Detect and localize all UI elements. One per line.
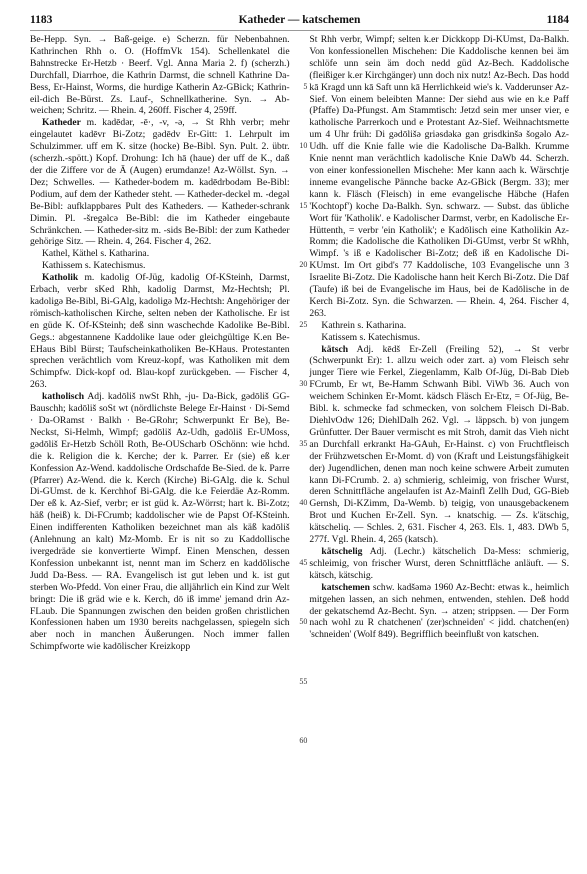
line-number-gutter — [290, 34, 310, 874]
page-number-left: 1183 — [30, 14, 53, 26]
line-number: 20 — [299, 260, 308, 270]
line-number: 25 — [299, 319, 308, 329]
line-number: 35 — [299, 438, 308, 448]
entry-headword: katschemen — [321, 581, 370, 593]
entry-headword: kätsch — [321, 343, 349, 355]
line-number: 55 — [299, 676, 308, 686]
cross-reference: Kathissem s. Katechismus. — [42, 260, 146, 272]
entry-text: Adj. kēdš Er-Zell (Freiling 52), → St verbr (Schwerpunkt Er): 1. allzu weich oder zart. a) vom Fleisch sehr junger Tiere wie Ferkel, Ziegenlamm, Kalb Of-Jüg, Di-Bab Dieb FCrumb, Er wt, Be-Hamm Schwanh Bibl. ViWb 36. Auch von weichem Schinken Er-Momt. kädsch Fläsch Er-Etz, = Of-Jüg, Be-Bibl. k. schmecke fad schmecken, von solchem Fleisch Di-Bab. DiehlvOdw 126; DiehlDalh 262. Vgl. → läppsch. b) von jungem Grünfutter. Der Bauer vermischt es mit Stroh, damit das Vieh nicht an Durchfall erkrankt Ha-GAuh, Er-Hainst. c) von Fruchtfleisch der Frühzwetschen Er-Momt. d) von (Kraft und Leistungsfähigkeit der) Jugendlichen, denen man noch keine schwere Arbeit zumuten kann Di-FCrumb. 2. a) schmierig, schleimig, von frischer Wurst, deren Schnittfläche angelaufen ist Az-Mainfl Zellh Dud, GG-Bieb Gernsh, Di-KZimm, Da-Wemb. b) teigig, von unausgebackenem Brot und Kuchen Er-Zell. Syn. → knatschig. — Zs. k'ätschig, kätscheliq. — Schles. 2, 631. Fischer 4, 263. Els. 1, 483. DWb 5, 277f. Vgl. Rhein. 4, 265 (katsch). — [309, 343, 569, 546]
line-number: 10 — [299, 141, 308, 151]
right-column — [309, 34, 569, 874]
entry-text: Adj. (Lechr.) kätschelich Da-Mess: schmierig, schleimig, von frischer Wurst, deren Schnittfläche anläuft. — S. kätsch, kätschig. — [309, 545, 569, 581]
entry-headword: katholisch — [42, 391, 85, 403]
cross-reference: Kathel, Käthel s. Katharina. — [42, 248, 150, 260]
dictionary-entry — [30, 117, 290, 248]
dictionary-entry — [30, 272, 290, 391]
cross-reference: Kathrein s. Katharina. — [321, 319, 407, 331]
entry-headword: kätschelig — [321, 545, 363, 557]
two-column-body — [30, 34, 569, 874]
entry-headword: Katholik — [42, 272, 79, 284]
dictionary-entry — [309, 582, 569, 642]
entry-continuation: St Rhh verbr, Wimpf; selten k.er Dickkopp Di-KUmst, Da-Balkh. Von konfessionellen Mischehen: Die Kaddolische kennen bei äm schlöfe unn sein äm doch nedd güd Az-Bech. Kaddolische (fleißiger k.er Kirchgänger) unn doch nix nutz! Az-Bech. Das hodd kā Kragd unn kā Saft unn kā Herrlichkeid wie's k. Vadderunser Az-Sief. Von einem beleibten Manne: Der siehd aus wie en k.e Paff (Pfaffe) Da-Pfungst. Am Stammtisch: Jetzd sein mer unser vier, e katholische Parrerkoch und e Protestant Az-Sief. Weihnachtsmette um 4 Uhr früh: Di gədōlišə griəsdəkə gən grisdkinšə šogəlo Az-Udh. uff die Knie falle wie die Kadolische Da-Balkh. Krumme Knie nennt man verächtlich kadolische Knie DaWb 44. Scherzh. von einer konfessionellen Mischehe: Mer kann aach k. Wärschtje inneme evangelische Pännche backe Az-GBick (Bergm. 33); mer kann k. Fläsch (Fleisch) in eme evangelische Häbche (Hafen 'Kochtopf') koche Da-Balkh. Syn. schwarz. — Subst. das übliche Wort für 'Katholik'. e Kadolischer Darmst, verbr, en Kadolische Er-Hüttenth, = verbr 'ein Katholik'; e Kadōlisch eine Katholikin Az-Romm; die Kadolische die Katholiken Di-GUmst, verbr St wRhh, Wimpf. 's iß e Kadolischer Bi-Zotz; deß iß en Kadolische Di-KUmst. Im Ort gibd's 77 Kaddolische, 103 Evangelische unn 3 Israelite Bi-Zotz. Die Kadolische hann heit Kerch Bi-Zotz. Die Dāf (Taufe) iß bei de Evangelische im Haus, bei de Kadōlische in de Kerch Bi-Zotz. Syn. die Schwarzen. — Rhein. 4, 264. Fischer 4, 263. — [309, 34, 569, 319]
line-number: 50 — [299, 617, 308, 627]
entry-text: schw. kadšəmə 1960 Az-Becht: etwas k., heimlich mitgehen lassen, an sich nehmen, entwenden, stehlen. Deß hodd der gekatschemd Az-Becht. Syn. → atzen; strippsen. — Der Form nach wohl zu R chatchenen' (zer)schneiden' < jidd. chatchen(en) 'schneiden' (Wolf 849). Begrifflich beeinflußt von katschen. — [309, 581, 569, 641]
line-number: 5 — [303, 81, 308, 91]
entry-headword: Katheder — [42, 117, 81, 129]
line-number: 45 — [299, 557, 308, 567]
cross-reference: Katissem s. Katechismus. — [321, 331, 420, 343]
line-number: 60 — [299, 736, 308, 746]
dictionary-entry — [30, 391, 290, 653]
dictionary-entry — [309, 344, 569, 546]
entry-text: m. kadēdər, -ē·, -v, -ə, → St Rhh verbr; mehr eingelautet kadēvr Bi-Zotz; gədēdv Er-Gitt: 1. Lehrpult im Schulzimmer. uff em K. sitze (hocke) Be-Bibl. Syn. Pult. 2. übtr. (scherzh.-spött.) Kopf. Drohung: Ich hā (haue) der uff de K., daß der die Ziffere vor de Ā (Augen) erumdanze! Az-Wöllst. Syn. → Dez; Schwelles. — Katheder-bodem m. kadēdrbodəm Be-Bibl: Podium, auf dem der Katheder steht. — Katheder-deckel m. -degəl Be-Bibl: aufklappbares Pult des Katheders. — Katheder-schrank Dimin. Pl. -šregəlcə Be-Bibl: die im Katheder eingebaute Schränkchen. — Katheder-sitz m. -sids Be-Bibl: der zum Katheder gehörige Sitz. — Rhein. 4, 264. Fischer 4, 262. — [30, 117, 290, 248]
entry-text: m. kadolig Of-Jüg, kadolig Of-KSteinh, Darmst, Erbach, verbr sKed Rhh, kadolig Darmst, Mz-Hechtsh; Pl. kadoligə Be-Bibl, Bi-GAlg, kadoligə Mz-Hechtsh: Angehöriger der römisch-katholischen Kirche, selten neben der Katholische. Er ist en güde K. Of-KSteinh; deß sinn waschechde Kadolike Be-Bibl. Gegs.: abgestannene Kaddolike laue oder gleichgültige K.en Be-EHaus Bibl Bürst; Taufscheinkatholiken Be-KHaus. Protestanten sprechen verächtlich vom Kreuz-kopf, was Katholiken mit dem Schimpfw. Dick-kopf od. Blau-kopf zurückgeben. — Fischer 4, 263. — [30, 272, 290, 391]
left-column — [30, 34, 290, 874]
dictionary-entry — [309, 546, 569, 582]
line-number: 40 — [299, 498, 308, 508]
page-header — [30, 14, 569, 31]
running-title: Katheder — katschemen — [238, 14, 361, 26]
entry-text: Adj. kadōliš nwSt Rhh, -ju- Da-Bick, gədōliš GG-Bauschh; kadōliš soSt wt (nördlichste Belege Er-Hainst · Di-Semd · Da-ORamst · Balkh · Be-GRohr; Schwerpunkt Er Be), Be-Neckst, Si-Helmh, Wimpf; gədōliš Az-Udh, gədōliš Er-UMoss, gədōliš Er-Hetzb Schöll Roth, Be-OUScharb OSchönn: wie hchd. die k. Religion die k. Kerche; der k. Parrer. Er (sie) eß k.er Konfession Az-Wend. kaddolische Ordschafde Be-Sied. de k. Parre (Pfarrer) Az-Wend. die k. Kerch (Kirche) Bi-GAlg. die k. Schul Di-GUmst. de k. Kerchhof Bi-GAlg. die k.e Feierdäe Az-Romm. Der eß k. Az-Sief, verbr; er ist güd k. Az-Wörrst; hart k. Bi-Zotz; häß (heiß) k. Di-FCrumb; kaddolischer wie de Papst Of-KSteinh. Einen indifferenten Katholiken bezeichnet man als käß kadōliš (Anlehnung an kalt) Mz-Momb. Er is nit so zu Kaddollische ivergedräde sie konvertierte Wimpf. Einen Menschen, dessen Konfession unbekannt ist, nennt man im Scherz en kaddōlische Judd Da-Bess. — RA. Evangelisch ist gut leben und k. ist gut sterben Wo-Pfedd. Von einer Frau, die alljährlich ein Kind zur Welt bringt: Die iß gräd wie e k. Kerch, dō iß imme' jemand drin Az-FLaub. Die Spannungen zwischen den beiden großen christlichen Konfessionen haben um 1930 bereits nachgelassen, spiegeln sich aber noch in manchen Äußerungen. Noch immer fallen Schimpfworte wie kadōlischer Kreizkopp — [30, 391, 290, 653]
page-number-right: 1184 — [546, 14, 569, 26]
line-number: 15 — [299, 200, 308, 210]
line-number: 30 — [299, 379, 308, 389]
entry-continuation: Be-Hepp. Syn. → Baß-geige. e) Scherzn. für Nebenbahnen. Kathrinchen Rhh o. O. (HoffmVk 154). Schellenkatel die Bahnstrecke Er-Hetzb · Beerf. Vgl. Anna Maria 2. f) (scherzh.) Durchfall, Diarrhoe, die Kathrin Darmst, die schnell Kathrine Da-Bess, Er-Hainst, Worms, die hurdige Katherin Az-GBick; Kathrin-eil-dich Be-Bürst. Zs. Lauf-, Schnellkatherine. Syn. → Ab-weichen; Schritz. — Rhein. 4, 260ff. Fischer 4, 259ff. — [30, 34, 290, 117]
